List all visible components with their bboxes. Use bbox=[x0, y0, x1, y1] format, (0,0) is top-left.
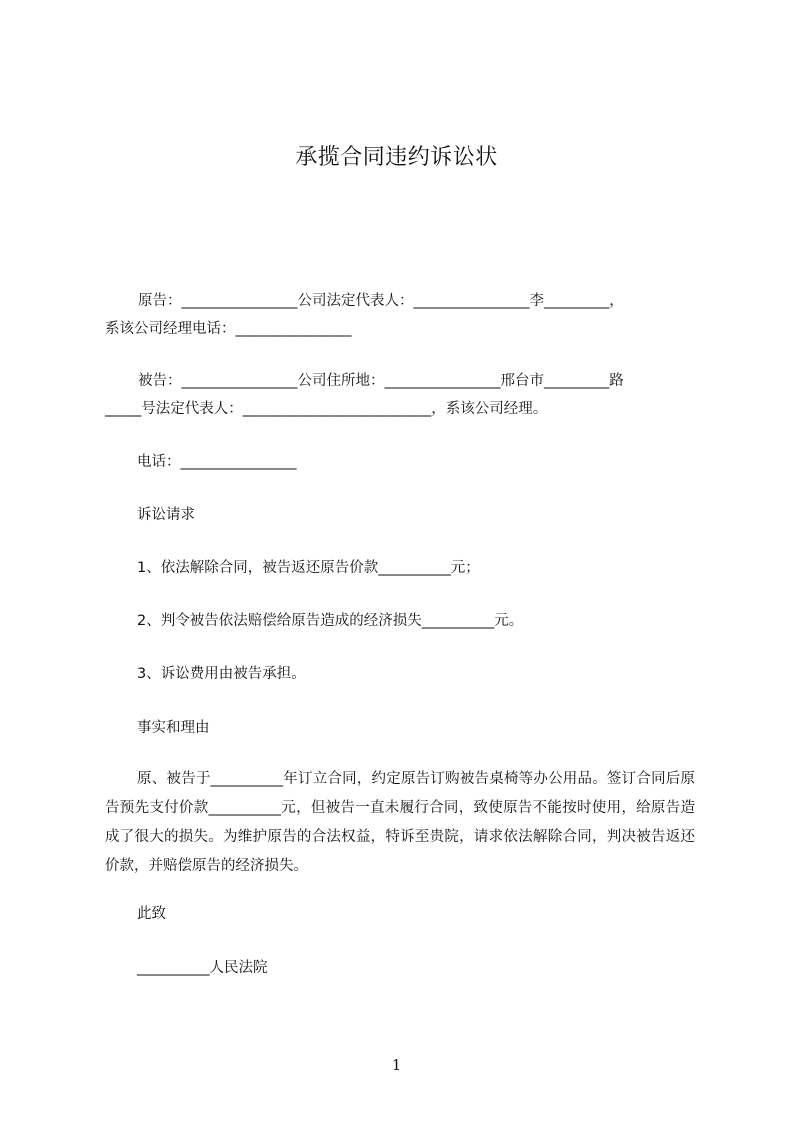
page-number: 1 bbox=[391, 1056, 402, 1074]
phone-line: 电话：________________ bbox=[137, 454, 297, 470]
plaintiff-line-1: 原告：________________公司法定代表人：________________李_________， bbox=[138, 293, 624, 309]
defendant-line-1: 被告：________________公司住所地：________________邢台市_________路 bbox=[138, 373, 624, 389]
claim-item-3: 3、诉讼费用由被告承担。 bbox=[137, 666, 306, 682]
salutation: 此致 bbox=[137, 906, 166, 922]
claims-heading: 诉讼请求 bbox=[137, 507, 195, 523]
defendant-line-2: _____号法定代表人：__________________________，系该公司经理。 bbox=[105, 401, 548, 417]
facts-body: 原、被告于__________年订立合同，约定原告订购被告桌椅等办公用品。签订合同后原告预先支付价款__________元，但被告一直未履行合同，致使原告不能按时使用，给原告造成了很大的损失。为维护原告的合法权益，特诉至贵院，请求依法解除合同，判决被告返还价款，并赔偿原告的经济损失。 bbox=[105, 771, 695, 874]
plaintiff-line-2: 系该公司经理电话：________________ bbox=[105, 321, 352, 337]
document-title: 承揽合同违约诉讼状 bbox=[295, 145, 498, 170]
court-line: __________人民法院 bbox=[137, 960, 268, 976]
claim-item-2: 2、判令被告依法赔偿给原告造成的经济损失__________元。 bbox=[137, 613, 524, 629]
claim-item-1: 1、依法解除合同，被告返还原告价款__________元； bbox=[137, 560, 480, 576]
facts-heading: 事实和理由 bbox=[137, 720, 210, 736]
